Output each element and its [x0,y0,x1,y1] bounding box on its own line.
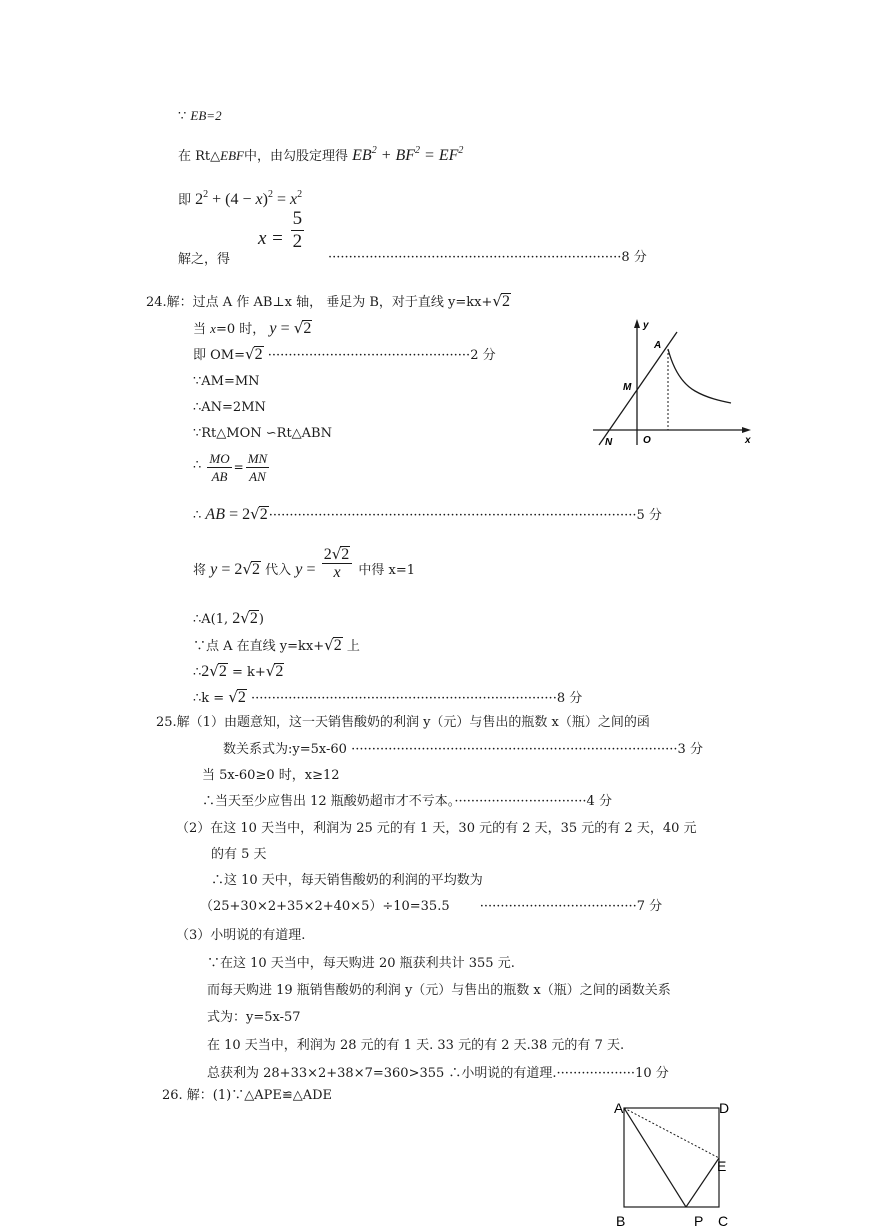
line-kx [599,332,677,445]
x-zero-text: =0 时， [215,322,266,337]
q25-line-6: 的有 5 天 [211,847,267,862]
label-a: A [654,340,662,351]
q24-head-text: 24.解：过点 A 作 AB⊥x 轴， 垂足为 B，对于直线 y=kx+ [146,295,493,310]
segment-ap [624,1108,686,1207]
on-label: 上 [346,639,360,654]
q24-graph [585,313,765,449]
label-m: M [623,382,632,393]
label-p-vertex: P [694,1213,704,1228]
q25-line-7: ∴这 10 天中，每天销售酸奶的利润的平均数为 [211,873,483,888]
segment-ae [624,1108,719,1158]
segment-pe [686,1158,719,1207]
on-line-text: ∵点 A 在直线 y=kx+ [193,639,325,654]
q24-line-12: ∴2√2 = k+√2 [193,662,284,680]
q26-line-1: 26. 解：(1)∵△APE≌△ADE [162,1088,333,1103]
rt-prefix: 在 Rt△ [178,149,221,164]
q25-line-4: ∴当天至少应售出 12 瓶酸奶超市才不亏本。································4 分 [202,794,612,809]
q24-line-9: 将 y = 2√2 代入 y = $\frac{2√2}{x}$ 中得 x=1 [193,545,416,581]
label-n: N [605,437,613,448]
namely-label: 即 [178,193,192,208]
x-axis-arrow [742,427,751,433]
y-axis-arrow [634,319,640,328]
score-2: 2 分 [470,348,496,363]
label-a-vertex: A [614,1100,624,1116]
q25-line-1: 25.解（1）由题意知，这一天销售酸奶的利润 y（元）与售出的瓶数 x（瓶）之间的函 [156,715,650,730]
q24-line-3: 即 OM=√2 ·················································2 分 [193,345,496,363]
therefore-symbol-3: ∴ [193,665,202,680]
q25-line-8: （25+30×2+35×2+40×5）÷10=35.5 ······································7 分 [200,899,663,914]
q24-line-7: ∴ $\frac{MO}{AB}$ = $\frac{MN}{AN}$ [193,451,268,484]
solution-formula: x = $\frac{5}{2}$ [258,208,303,252]
therefore-symbol-2: ∴ [193,508,202,523]
score-5: 5 分 [636,508,662,523]
because-symbol: ∵ [178,109,187,124]
point-a-label: ∴A(1, [193,612,229,627]
label-d-vertex: D [719,1100,730,1116]
q25-line-10: ∵在这 10 天当中，每天购进 20 瓶获利共计 355 元. [207,956,515,971]
label-e-vertex: E [717,1158,727,1174]
q25-line-9: （3）小明说的有道理. [176,928,306,943]
into-label: 代入 [265,563,292,578]
pythagoras-formula: $EB^2 + BF^2 = EF^2$ [352,145,464,164]
score-3: 3 分 [677,742,703,757]
label-x: x [745,435,751,446]
substitute-label: 将 [193,563,207,578]
q25-line-5: （2）在这 10 天当中，利润为 25 元的有 1 天，30 元的有 2 天，35 元的有 2 天，40 元 [176,821,697,836]
q26-square-diagram [608,1098,748,1228]
label-o: O [643,435,651,446]
q25-line-14: 总获利为 28+33×2+38×7=360>355 ∴小明说的有道理.···················10 分 [207,1066,669,1081]
score-line-8: ·······································································8 分 [328,250,647,265]
q24-line-2: 当 x=0 时， y = √2 [193,319,312,337]
solve-label: 解之，得 [178,252,231,267]
score-4: 4 分 [586,794,612,809]
q25-line-12: 式为：y=5x-57 [207,1010,301,1025]
equation-formula: $2^2 + (4 - x)^2 = x^2$ [195,189,303,208]
q25-line-11: 而每天购进 19 瓶销售酸奶的利润 y（元）与售出的瓶数 x（瓶）之间的函数关系 [207,983,671,998]
q25-line-3: 当 5x-60≥0 时，x≥12 [202,768,340,783]
score-8-a: 8 分 [621,250,647,265]
score-10: 10 分 [635,1066,669,1081]
k-equals: ∴k = [193,691,225,706]
ebf-label: EBF [220,148,244,163]
q25-line-2: 数关系式为:y=5x-60 ···············································································3 分 [223,742,703,757]
q24-line-10: ∴A(1, 2√2) [193,609,264,627]
q25-average: （25+30×2+35×2+40×5）÷10=35.5 [200,899,450,914]
q25-min-sales: ∴当天至少应售出 12 瓶酸奶超市才不亏本。 [202,794,455,809]
q24-line-11: ∵点 A 在直线 y=kx+√2 上 [193,636,360,654]
line-equation [178,187,302,209]
line-pythagoras [178,143,463,165]
q25-line-13: 在 10 天当中，利润为 28 元的有 1 天. 33 元的有 2 天.38 元的有 7 天. [207,1038,625,1053]
eb-equation: EB=2 [190,108,222,123]
q24-line-13: ∴k = √2 ··········································································8 分 [193,688,583,706]
line-solution [178,232,231,267]
when-label: 当 [193,322,207,337]
q24-line-4: ∵AM=MN [193,374,260,389]
score-7: 7 分 [636,899,663,914]
q25-total: 总获利为 28+33×2+38×7=360>355 ∴小明说的有道理. [207,1066,557,1081]
therefore-symbol: ∴ [193,458,202,473]
square-abcd [624,1108,719,1207]
q24-line-5: ∴AN=2MN [193,400,266,415]
q25-function: 数关系式为:y=5x-60 [223,742,347,757]
q24-line-6: ∵Rt△MON ∽Rt△ABN [193,426,332,441]
close-paren: ) [258,612,264,627]
om-text: 即 OM= [193,348,245,363]
q24-heading: 24.解：过点 A 作 AB⊥x 轴， 垂足为 B，对于直线 y=kx+√2 [146,292,510,310]
score-8-b: 8 分 [556,691,583,706]
label-b-vertex: B [616,1213,626,1228]
pythagoras-text: 中，由勾股定理得 [243,149,348,164]
result-x1: 中得 x=1 [358,563,416,578]
hyperbola-curve [668,349,731,403]
label-c-vertex: C [718,1213,729,1228]
label-y: y [643,320,649,331]
k-plus-text: = k+ [231,665,266,680]
line-eb-given [178,108,222,125]
q24-line-8: ∴ AB = 2√2·························································································5 分 [193,505,662,523]
